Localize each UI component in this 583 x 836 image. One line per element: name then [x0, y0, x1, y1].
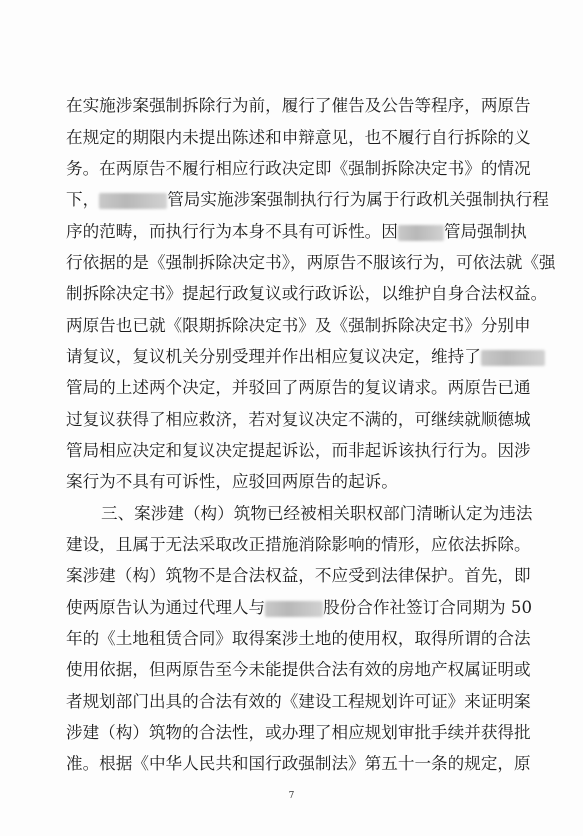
paragraph-line-redacted	[66, 598, 533, 618]
paragraph-line: 案行为不具有可诉性，应驳回两原告的起诉。	[66, 472, 398, 491]
paragraph-line: 案涉建（构）筑物不是合法权益，不应受到法律保护。首先，即	[66, 566, 531, 585]
paragraph-line: 制拆除决定书》提起行政复议或行政诉讼，以维护自身合法权益。	[66, 284, 548, 303]
paragraph-line: 管局的上述两个决定，并驳回了两原告的复议请求。两原告已通	[66, 378, 531, 397]
paragraph-line: 使用依据，但两原告至今未能提供合法有效的房地产权属证明或	[66, 660, 531, 679]
page-number: 7	[288, 791, 295, 801]
paragraph-line: 务。在两原告不履行相应行政决定即《强制拆除决定书》的情况	[66, 159, 531, 178]
paragraph-line: 年的《土地租赁合同》取得案涉土地的使用权，取得所谓的合法	[66, 629, 531, 648]
line-start: 使两原告认为通过代理人与	[66, 598, 266, 617]
paragraph-line: 管局相应决定和复议决定提起诉讼，而非起诉该执行行为。因涉	[66, 441, 531, 460]
paragraph-line: 两原告也已就《限期拆除决定书》及《强制拆除决定书》分别申	[66, 316, 531, 335]
paragraph-line: 行依据的是《强制拆除决定书》，两原告不服该行为，可依法就《强	[66, 253, 556, 272]
paragraph-line: 在规定的期限内未提出陈述和申辩意见，也不履行自行拆除的义	[66, 128, 531, 147]
paragraph-line-redacted	[66, 190, 549, 210]
paragraph-line: 过复议获得了相应救济，若对复议决定不满的，可继续就顺德城	[66, 410, 531, 429]
paragraph-line: 涉建（构）筑物的合法性，或办理了相应规划审批手续并获得批	[66, 723, 531, 742]
line-start: 请复议，复议机关分别受理并作出相应复议决定，维持了	[66, 347, 481, 366]
redaction-blur	[481, 350, 545, 366]
paragraph-line-redacted	[66, 347, 518, 367]
line-rest: 管局实施涉案强制执行行为属于行政机关强制执行程	[167, 190, 549, 209]
line-prefix: 下，	[66, 190, 100, 209]
line-end: 管局强制执	[443, 222, 527, 241]
paragraph-line-redacted	[66, 222, 527, 242]
redaction-blur	[99, 193, 167, 209]
line-start: 序的范畴，而执行行为本身不具有可诉性。因	[66, 222, 398, 241]
paragraph-line: 准。根据《中华人民共和国行政强制法》第五十一条的规定，原	[66, 754, 531, 773]
paragraph-line: 在实施涉案强制拆除行为前，履行了催告及公告等程序，两原告	[66, 96, 531, 115]
paragraph-line: 者规划部门出具的合法有效的《建设工程规划许可证》来证明案	[66, 692, 531, 711]
section-heading-line: 三、案涉建（构）筑物已经被相关职权部门清晰认定为违法	[101, 504, 533, 523]
paragraph-line: 建设，且属于无法采取改正措施消除影响的情形，应依法拆除。	[66, 535, 531, 554]
redaction-blur	[265, 601, 323, 617]
line-end: 股份合作社签订合同期为 50	[323, 598, 533, 617]
redaction-blur	[398, 225, 444, 241]
